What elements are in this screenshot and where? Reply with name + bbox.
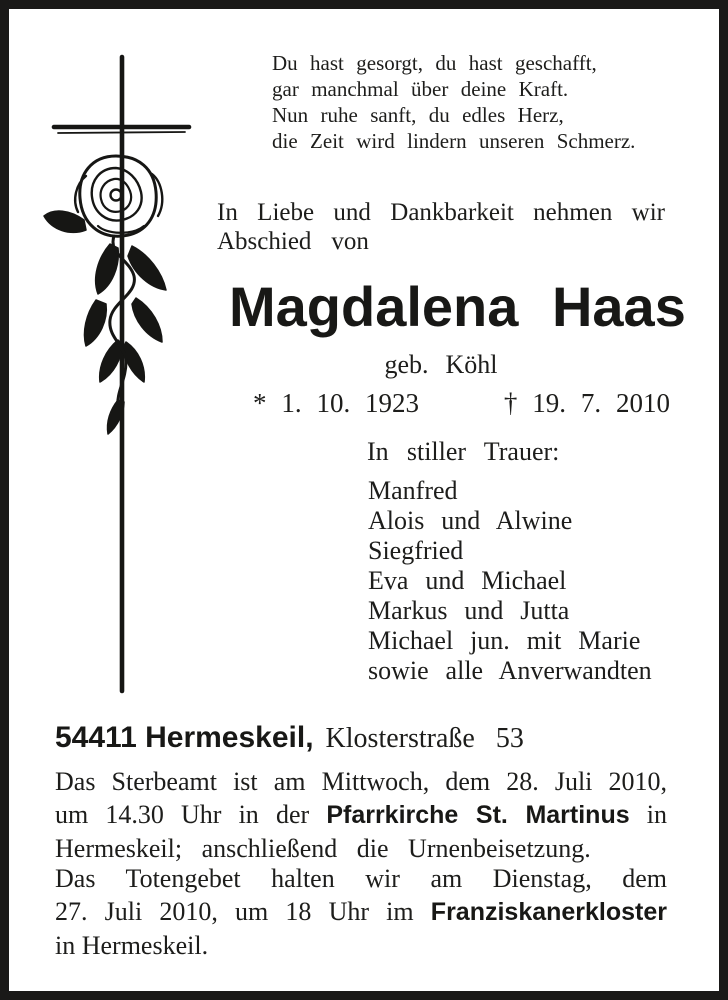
announcement-line: Hermeskeil; anschließend die Urnenbeisetzung. <box>55 834 591 863</box>
street-name: Klosterstraße <box>325 723 475 754</box>
deceased-name: Magdalena Haas <box>229 275 686 338</box>
memorial-poem <box>272 50 635 154</box>
mourner-name: Michael jun. mit Marie <box>368 626 641 655</box>
maiden-name: geb. Köhl <box>384 350 498 379</box>
mourner-name: Alois und Alwine <box>368 506 573 535</box>
mourner-name: Eva und Michael <box>368 566 567 595</box>
service-announcement <box>55 765 667 865</box>
intro-line: Abschied von <box>217 228 369 255</box>
life-dates <box>253 388 670 419</box>
monastery-name: Franziskanerkloster <box>430 898 668 926</box>
mourning-heading: In stiller Trauer: <box>367 437 560 466</box>
announcement-line: 27. Juli 2010, um 18 Uhr im Franziskanerkloster <box>55 897 668 926</box>
house-number: 53 <box>495 723 524 754</box>
mourner-name: Markus und Jutta <box>368 596 570 625</box>
mourners-list <box>368 476 652 686</box>
cross-with-rose-icon <box>40 48 200 698</box>
intro-text <box>217 198 665 256</box>
mourner-name: sowie alle Anverwandten <box>368 656 652 685</box>
prayer-announcement <box>55 862 667 962</box>
poem-line: Du hast gesorgt, du hast geschafft, <box>272 51 597 75</box>
intro-line: In Liebe und Dankbarkeit nehmen wir <box>217 199 665 226</box>
announcement-line: in Hermeskeil. <box>55 931 209 960</box>
poem-line: Nun ruhe sanft, du edles Herz, <box>272 103 564 127</box>
poem-line: die Zeit wird lindern unseren Schmerz. <box>272 129 636 153</box>
church-name: Pfarrkirche St. Martinus <box>326 801 630 829</box>
announcement-line: Das Sterbeamt ist am Mittwoch, dem 28. Juli 2010, <box>55 767 667 796</box>
poem-line: gar manchmal über deine Kraft. <box>272 77 569 101</box>
announcement-line: Das Totengebet halten wir am Dienstag, dem <box>55 864 667 893</box>
mourner-name: Siegfried <box>368 536 464 565</box>
birth-date: * 1. 10. 1923 <box>253 388 420 418</box>
announcement-line: um 14.30 Uhr in der Pfarrkirche St. Martinus in <box>55 800 668 829</box>
mourner-name: Manfred <box>368 476 458 505</box>
zip-city: 54411 Hermeskeil, <box>55 721 314 754</box>
address-line <box>55 721 524 756</box>
death-date: † 19. 7. 2010 <box>503 388 670 418</box>
